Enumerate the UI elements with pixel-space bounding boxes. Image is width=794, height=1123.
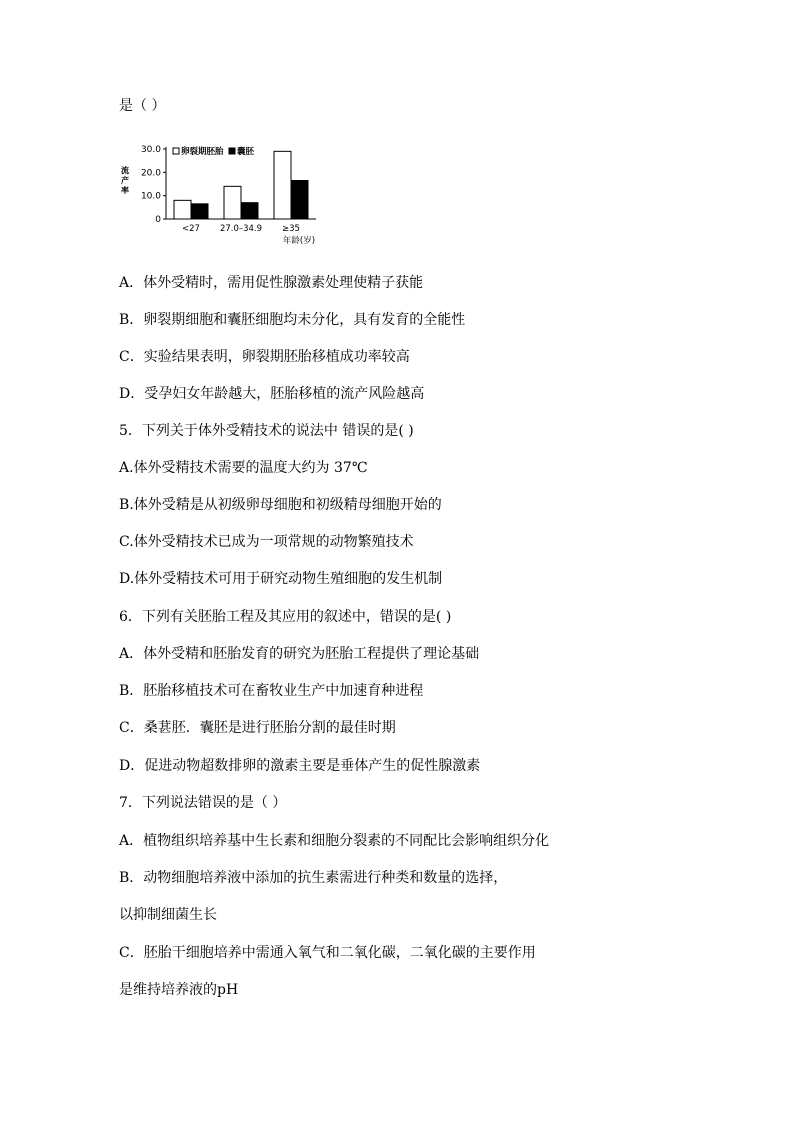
q5-option-a: A.体外受精技术需要的温度大约为 37℃: [119, 460, 368, 476]
y-axis-label-char: 率: [121, 186, 129, 195]
q7-option-a: A．植物组织培养基中生长素和细胞分裂素的不同配比会影响组织分化: [119, 833, 550, 849]
q6-option-b: B．胚胎移植技术可在畜牧业生产中加速育种进程: [119, 683, 424, 699]
q7-option-b: B．动物细胞培养液中添加的抗生素需进行种类和数量的选择，: [119, 870, 508, 886]
y-tick-label: 30.0: [140, 145, 161, 155]
option-b: B．卵裂期细胞和囊胚细胞均未分化，具有发育的全能性: [119, 312, 466, 328]
q5-option-b: B.体外受精是从初级卵母细胞和初级精母细胞开始的: [119, 497, 442, 513]
question-6-stem: 6．下列有关胚胎工程及其应用的叙述中，错误的是( ): [119, 609, 452, 625]
x-tick-label: <27: [182, 224, 200, 234]
bar-blastocyst: [241, 203, 258, 219]
question-7-stem: 7．下列说法错误的是（ ）: [119, 795, 287, 811]
y-tick-label: 0: [155, 215, 161, 225]
bar-blastocyst: [191, 204, 208, 219]
bar-blastocyst: [291, 181, 308, 220]
q5-option-d: D.体外受精技术可用于研究动物生殖细胞的发生机制: [119, 571, 443, 587]
y-tick-label: 20.0: [140, 168, 161, 179]
y-tick-label: 10.0: [140, 191, 161, 202]
legend-label-blastocyst: 囊胚: [237, 147, 255, 157]
q6-option-c: C．桑葚胚．囊胚是进行胚胎分割的最佳时期: [119, 720, 396, 736]
x-tick-label: ≥35: [282, 224, 300, 234]
miscarriage-rate-chart: [116, 140, 326, 252]
bar-cleavage-embryo: [224, 186, 241, 219]
q7-option-c: C．胚胎干细胞培养中需通入氧气和二氧化碳，二氧化碳的主要作用: [119, 945, 536, 961]
chart-svg: [116, 140, 326, 252]
x-axis-label: 年龄(岁): [282, 236, 316, 246]
q5-option-c: C.体外受精技术已成为一项常规的动物繁殖技术: [119, 534, 414, 550]
question-5-stem: 5．下列关于体外受精技术的说法中 错误的是( ): [119, 423, 414, 439]
legend-swatch-blastocyst: [229, 148, 235, 154]
option-a: A．体外受精时，需用促性腺激素处理使精子获能: [119, 275, 424, 291]
x-tick-label: 27.0–34.9: [219, 224, 263, 234]
y-axis-label-char: 流: [121, 166, 129, 175]
bar-cleavage-embryo: [174, 200, 191, 219]
y-axis-label-char: 产: [121, 176, 129, 185]
q7-option-c-continued: 是维持培养液的pH: [119, 982, 239, 998]
option-c: C．实验结果表明，卵裂期胚胎移植成功率较高: [119, 349, 410, 365]
question-stem-end: 是（ ）: [119, 98, 166, 114]
q7-option-b-continued: 以抑制细菌生长: [119, 907, 217, 923]
q6-option-a: A．体外受精和胚胎发育的研究为胚胎工程提供了理论基础: [119, 646, 480, 662]
legend-label-cleavage: 卵裂期胚胎: [181, 147, 224, 157]
q6-option-d: D．促进动物超数排卵的激素主要是垂体产生的促性腺激素: [119, 758, 481, 774]
legend-swatch-cleavage: [173, 148, 179, 154]
option-d: D．受孕妇女年龄越大，胚胎移植的流产风险越高: [119, 386, 425, 402]
bar-cleavage-embryo: [274, 151, 291, 219]
